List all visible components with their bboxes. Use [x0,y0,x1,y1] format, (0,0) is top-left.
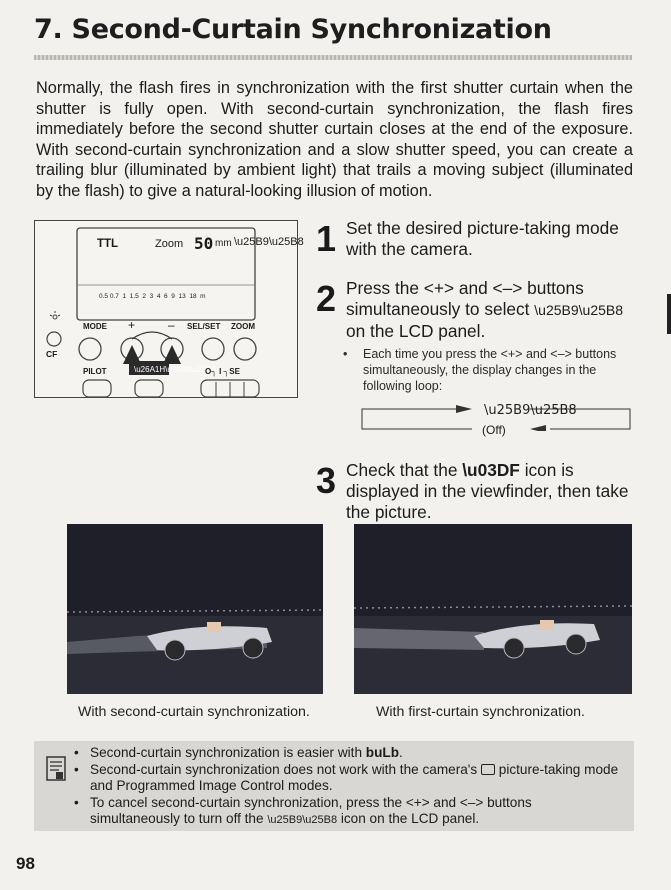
step-2-text-after: on the LCD panel. [346,321,486,341]
loop-off-label: (Off) [482,423,506,437]
btn-shape [135,380,163,397]
caption-second-curtain: With second-curtain synchronization. [78,704,310,720]
note-3-text: To cancel second-curtain synchronization, press the <+> and <–> buttons simultaneously to turn off the [90,795,532,826]
lcd-distance-scale: 0.5 0.7 1 1.5 2 3 4 6 9 13 18 m [99,293,206,300]
lcd-cf-label: CF [46,349,58,359]
step-2-text [346,278,634,342]
second-curtain-sync-icon-note: \u25B9\u25B8 [267,814,338,826]
flash-bolt-icon: \u03DF [462,460,520,480]
step-1-number: 1 [316,218,337,259]
note-2-text: Second-curtain synchronization does not work with the camera's [90,762,478,777]
step-3-text [346,460,634,523]
pilot-btn-shape [83,380,111,397]
lcd-zoom-unit: mm [215,238,232,249]
photo-second-curtain [67,524,323,694]
second-curtain-icon: \u25B9\u25B8 [234,236,304,248]
press-together-arc [132,332,172,339]
mode-btn-shape [79,338,101,360]
lcd-pilot-label: PILOT [83,367,107,376]
lcd-zoom-label: Zoom [155,238,184,250]
step-2-bullet-text: Each time you press the <+> and <–> buttons simultaneously, the display changes in the following loop: [363,347,617,393]
lcd-zoom-value: 50 [194,234,214,253]
step-1-text: Set the desired picture-taking mode with the camera. [346,218,619,259]
note-1-bullet: • [74,745,79,760]
page-edge-mark [667,294,671,334]
note-1 [74,745,620,761]
lcd-switch-label: O┐ I ┐SE [205,367,240,376]
intro-paragraph: Normally, the flash fires in synchronization with the first shutter curtain when the shutter is fully open. With second-curtain synchronization, the flash fires immediately before the second shutter curtain closes at the end of the exposure. With second-curtain synchronization and a slow shutter speed, you can create a trailing blur (illuminated by ambient light) that trails a moving subject (illuminated by the flash) to give a natural-looking illusion of motion. [36,79,633,200]
photo-first-curtain [354,524,632,694]
zoom-btn-shape [234,338,256,360]
full-auto-icon [481,764,495,775]
photo-second-curtain-art [67,524,323,694]
note-2-text-end: picture-taking mode and Programmed Image Control modes. [90,762,619,793]
bullet-dot: • [343,347,348,361]
note-2-bullet: • [74,762,79,777]
memo-icon [46,756,68,782]
second-curtain-sync-icon: \u25B9\u25B8 [534,302,624,318]
note-1-bulb: buLb [365,745,400,760]
step-3-text-after: icon is displayed in the viewfinder, then take the picture. [346,460,629,522]
lcd-minus-label: – [168,318,175,332]
note-2 [74,762,620,794]
note-1-end: . [399,745,403,760]
note-3-bullet: • [74,795,79,810]
loop-line-left [362,409,472,429]
step-3-number: 3 [316,460,337,501]
step-2-bullet [343,346,637,394]
sel-btn-shape [202,338,224,360]
loop-sync-icon: \u25B9\u25B8 [484,403,577,418]
note-3 [74,795,620,828]
lcd-ttl: TTL [97,238,119,250]
caption-first-curtain: With first-curtain synchronization. [376,704,585,720]
step-3-text-before: Check that the [346,460,458,480]
title-underline [34,55,632,60]
step-2-number: 2 [316,278,337,319]
lcd-panel-diagram [34,220,304,398]
lcd-selset-label: SEL/SET [187,322,221,331]
loop-arrow-left [530,425,546,431]
lcd-mode-label: MODE [83,322,107,331]
cf-outer [47,332,61,346]
step-2-text-before: Press the <+> and <–> buttons simultaneously to select [346,278,584,319]
note-3-text-end: icon on the LCD panel. [340,811,480,826]
lcd-plus-label: + [128,318,136,332]
page-title: 7. Second-Curtain Synchronization [34,14,552,45]
page-number: 98 [16,854,35,873]
mode-readout-text: \u26A1H\u25B8\u25B6 [134,365,216,374]
loop-arrow-right [456,405,472,413]
note-1-text: Second-curtain synchronization is easier with [90,745,363,760]
lcd-zoom-btn-label: ZOOM [231,322,255,331]
flash-ready-icon [50,311,60,319]
photo-first-curtain-art [354,524,632,694]
